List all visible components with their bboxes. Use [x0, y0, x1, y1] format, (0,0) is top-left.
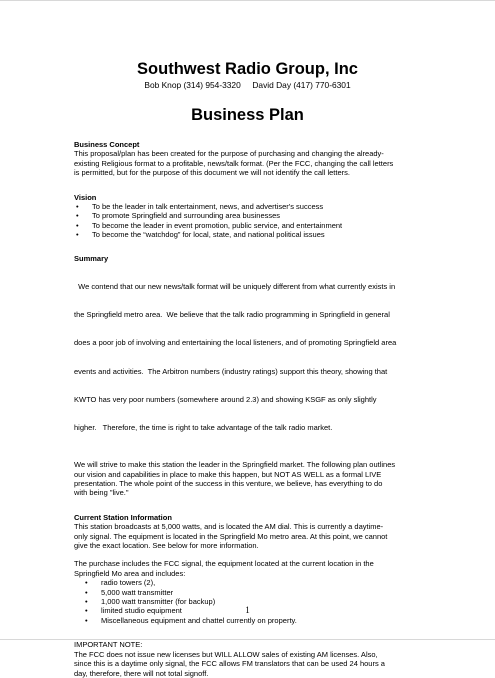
- list-item: [74, 578, 419, 587]
- list-item: [74, 202, 419, 211]
- text-line: This proposal/plan has been created for the purpose of purchasing and changing the already-: [74, 149, 384, 159]
- station-info-paragraph-1: [74, 522, 419, 550]
- text-line: The FCC does not issue new licenses but WILL ALLOW sales of existing AM licenses. Also,: [74, 649, 378, 659]
- list-item-text: To be the leader in talk entertainment, news, and advertiser's success: [92, 202, 324, 212]
- list-item-text: radio towers (2),: [101, 578, 156, 588]
- bullet-icon: •: [85, 597, 88, 607]
- bullet-icon: •: [85, 606, 88, 616]
- summary-paragraph-2: [74, 460, 419, 498]
- document-title: Business Plan: [191, 106, 304, 124]
- station-info-heading: Current Station Information: [74, 512, 172, 522]
- list-item-text: 1,000 watt transmitter (for backup): [101, 597, 216, 607]
- text-line: events and activities. The Arbitron numbers (industry ratings) support this theory, showing that: [74, 366, 388, 376]
- text-line: day, therefore, there will not total signoff.: [74, 668, 209, 678]
- vision-list: [74, 202, 419, 240]
- text-line: does a poor job of involving and entertaining the local listeners, and of promoting Springfield area: [74, 338, 397, 348]
- business-concept-text: [74, 149, 419, 177]
- list-item: [74, 230, 419, 239]
- bullet-icon: •: [76, 220, 79, 230]
- equipment-list: [74, 578, 419, 625]
- list-item-text: Miscellaneous equipment and chattel currently on property.: [101, 615, 297, 625]
- text-line: The purchase includes the FCC signal, the equipment located at the current location in the: [74, 559, 374, 569]
- list-item: [74, 616, 419, 625]
- list-item-text: 5,000 watt transmitter: [101, 587, 174, 597]
- summary-paragraph-1: [74, 263, 419, 451]
- text-line: Springfield Mo area and includes:: [74, 568, 186, 578]
- summary-heading: Summary: [74, 253, 109, 263]
- bullet-icon: •: [85, 587, 88, 597]
- text-line: This station broadcasts at 5,000 watts, and is located the AM dial. This is currently a daytime-: [74, 522, 384, 532]
- bullet-icon: •: [85, 578, 88, 588]
- list-item-text: To become the leader in event promotion, public service, and entertainment: [92, 220, 343, 230]
- text-line: only signal. The equipment is located in the Springfield Mo metro area. At this point, we cannot: [74, 531, 388, 541]
- text-line: KWTO has very poor numbers (somewhere around 2.3) and showing KSGF as only slightly: [74, 394, 377, 404]
- text-line: higher. Therefore, the time is right to take advantage of the talk radio market.: [74, 422, 333, 432]
- vision-heading: Vision: [74, 192, 97, 202]
- bullet-icon: •: [76, 230, 79, 240]
- text-line: We will strive to make this station the leader in the Springfield market. The following plan outlines: [74, 460, 396, 470]
- bullet-icon: •: [76, 211, 79, 221]
- company-name: Southwest Radio Group, Inc: [137, 60, 358, 78]
- important-note-heading: IMPORTANT NOTE:: [74, 640, 143, 650]
- list-item-text: To promote Springfield and surrounding area businesses: [92, 211, 281, 221]
- contact-info: Bob Knop (314) 954-3320 David Day (417) 770-6301: [144, 80, 351, 90]
- list-item-text: limited studio equipment: [101, 606, 182, 616]
- text-line: give the exact location. See below for more information.: [74, 541, 259, 551]
- text-line: existing Religious format to a profitable, news/talk format. (Per the FCC, changing the call letters: [74, 158, 394, 168]
- bullet-icon: •: [85, 615, 88, 625]
- list-item: [74, 221, 419, 230]
- text-line: our vision and capabilities in place to make this happen, but NOT AS WELL as a formal LIVE: [74, 469, 382, 479]
- document-body: [74, 140, 419, 678]
- text-line: the Springfield metro area. We believe that the talk radio programming in Springfield in general: [74, 310, 390, 320]
- text-line: with being "live.": [74, 488, 129, 498]
- text-line: presentation. The whole point of the success in this venture, we believe, has everything to do: [74, 479, 383, 488]
- list-item: [74, 588, 419, 597]
- bullet-icon: •: [76, 202, 79, 212]
- text-line: since this is a daytime only signal, the FCC allows FM translators that can be used 24 hours a: [74, 659, 385, 669]
- top-border: [0, 0, 495, 1]
- important-note-text: [74, 650, 419, 678]
- text-line: We contend that our new news/talk format will be uniquely different from what currently exists in: [74, 281, 396, 291]
- list-item-text: To become the “watchdog” for local, state, and national political issues: [92, 230, 325, 240]
- page-number: 1: [245, 605, 250, 615]
- list-item: [74, 211, 419, 220]
- station-info-paragraph-2: [74, 559, 419, 578]
- business-concept-heading: Business Concept: [74, 140, 140, 149]
- text-line: is permitted, but for the purpose of this document we will not identify the call letters.: [74, 168, 350, 178]
